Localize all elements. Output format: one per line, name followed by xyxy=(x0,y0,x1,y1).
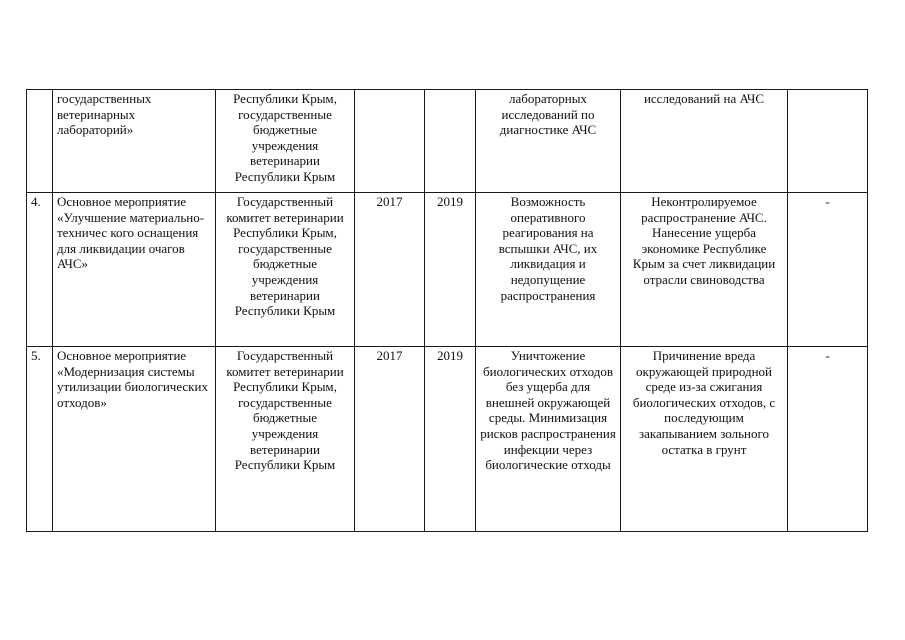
consequences-cell: Причинение вреда окружающей природной среде из-за сжигания биологических отходов, с последующим закапыванием зольного остатка в грунт xyxy=(621,347,788,532)
expected-result-cell: Возможность оперативного реагирования на вспышки АЧС, их ликвидация и недопущение распространения xyxy=(476,193,621,347)
start-year-cell: 2017 xyxy=(355,347,425,532)
link-cell xyxy=(788,90,868,193)
measure-name-cell: Основное мероприятие «Улучшение материально-техничес кого оснащения для ликвидации очагов АЧС» xyxy=(53,193,216,347)
measure-name-cell: государственных ветеринарных лабораторий» xyxy=(53,90,216,193)
link-cell: - xyxy=(788,193,868,347)
consequences-cell: исследований на АЧС xyxy=(621,90,788,193)
start-year-cell xyxy=(355,90,425,193)
measure-name-cell: Основное мероприятие «Модернизация системы утилизации биологических отходов» xyxy=(53,347,216,532)
row-number-cell: 5. xyxy=(27,347,53,532)
executor-cell: Государственный комитет ветеринарии Республики Крым, государственные бюджетные учреждения ветеринарии Республики Крым xyxy=(216,347,355,532)
row-number-cell: 4. xyxy=(27,193,53,347)
row-number-cell xyxy=(27,90,53,193)
executor-cell: Республики Крым, государственные бюджетные учреждения ветеринарии Республики Крым xyxy=(216,90,355,193)
end-year-cell xyxy=(425,90,476,193)
table-row xyxy=(27,347,868,532)
table-row xyxy=(27,90,868,193)
expected-result-cell: Уничтожение биологических отходов без ущерба для внешней окружающей среды. Минимизация рисков распространения инфекции через биологические отходы xyxy=(476,347,621,532)
end-year-cell: 2019 xyxy=(425,193,476,347)
measures-table xyxy=(26,89,868,532)
link-cell: - xyxy=(788,347,868,532)
end-year-cell: 2019 xyxy=(425,347,476,532)
consequences-cell: Неконтролируемое распространение АЧС. Нанесение ущерба экономике Республике Крым за счет ликвидации отрасли свиноводства xyxy=(621,193,788,347)
expected-result-cell: лабораторных исследований по диагностике АЧС xyxy=(476,90,621,193)
start-year-cell: 2017 xyxy=(355,193,425,347)
table-row xyxy=(27,193,868,347)
executor-cell: Государственный комитет ветеринарии Республики Крым, государственные бюджетные учреждения ветеринарии Республики Крым xyxy=(216,193,355,347)
